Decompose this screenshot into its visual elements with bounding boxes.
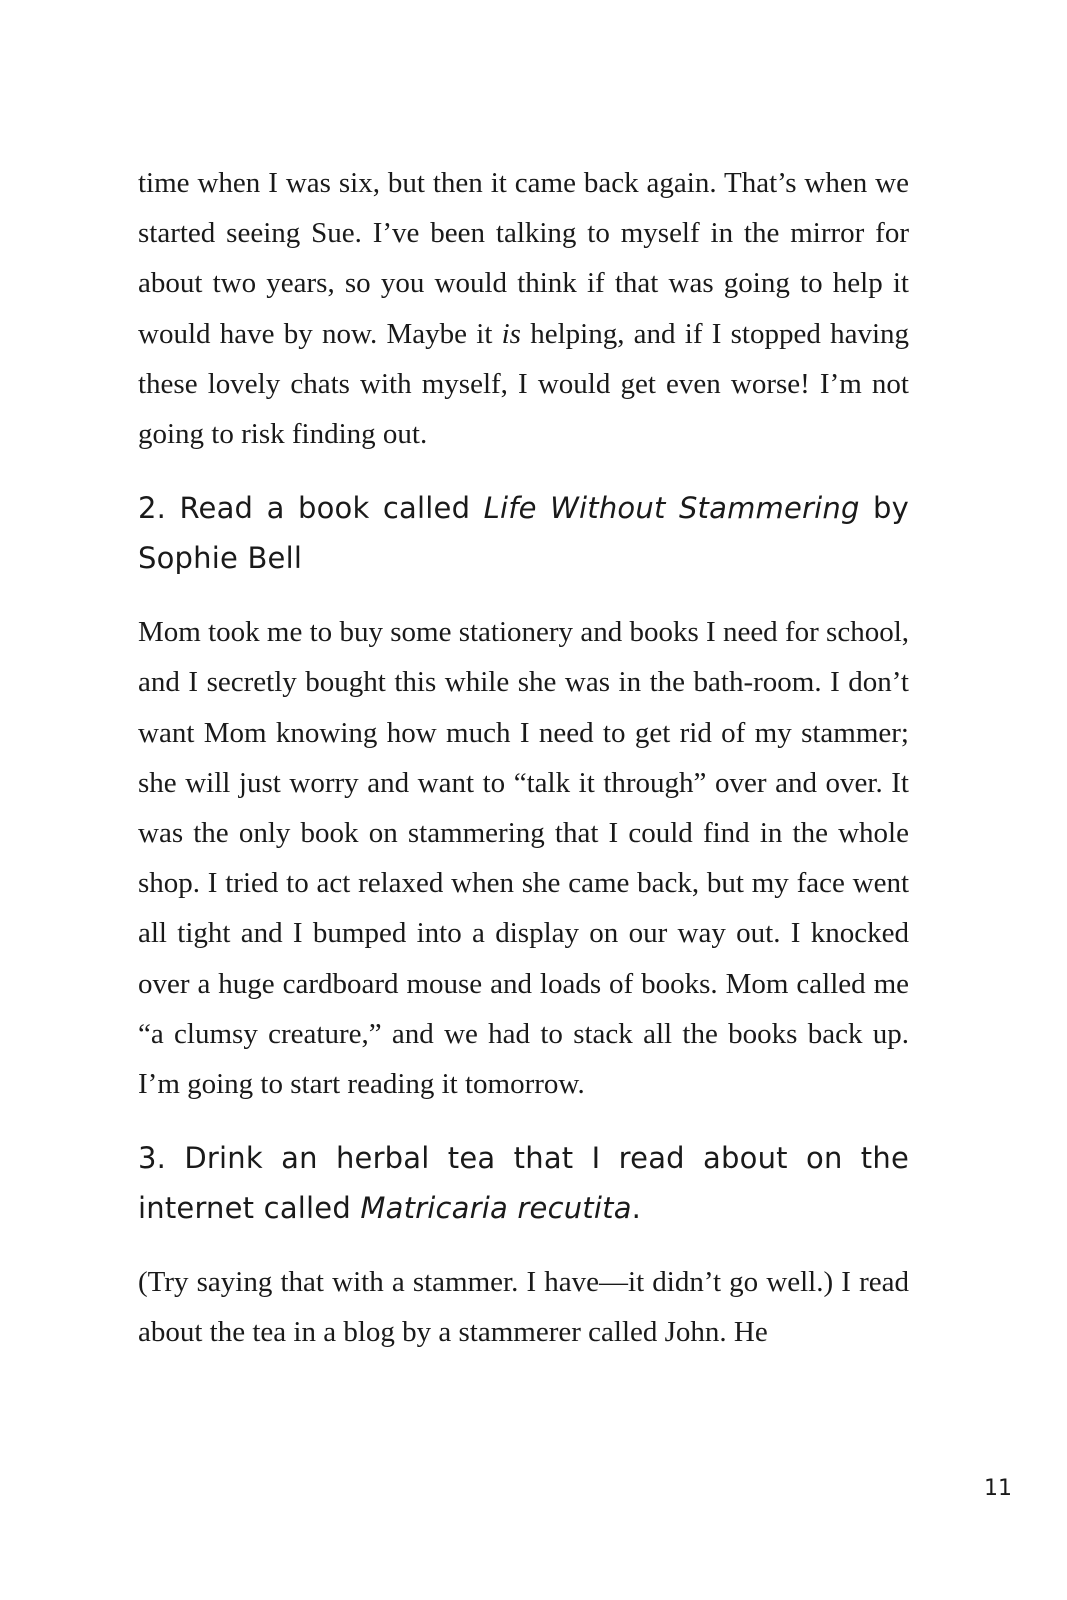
page-number: 11: [984, 1476, 1012, 1501]
heading-text: .: [631, 1191, 642, 1226]
heading-text: 2. Read a book called: [138, 491, 484, 526]
paragraph-text: time when I was six, but then it came back again. That’s when we started seeing Sue. I’ve been talking to myself in the mirror for about two years, so you would think if that was going to help it would have by now. Maybe it: [138, 167, 909, 350]
page-content: [138, 158, 909, 1358]
body-paragraph: [138, 158, 909, 459]
paragraph-text: helping, and if I stopped having these lovely chats with myself, I would get even worse! I’m not going to risk finding out.: [138, 317, 910, 451]
heading-text: by Sophie Bell: [138, 491, 910, 576]
emphasis-text: is: [501, 317, 521, 350]
plant-name: Matricaria recutita: [360, 1191, 632, 1226]
heading-text: 3. Drink an herbal tea that I read about on the internet called: [138, 1141, 909, 1226]
book-title: Life Without Stammering: [483, 491, 860, 526]
body-paragraph: Mom took me to buy some stationery and books I need for school, and I secretly bought this while she was in the bath-room. I don’t want Mom knowing how much I need to get rid of my stammer; she will just worry and want to “talk it through” over and over. It was the only book on stammering that I could find in the whole shop. I tried to act relaxed when she came back, but my face went all tight and I bumped into a display on our way out. I knocked over a huge cardboard mouse and loads of books. Mom called me “a clumsy creature,” and we had to stack all the books back up. I’m going to start reading it tomorrow.: [138, 616, 909, 1101]
body-paragraph: (Try saying that with a stammer. I have—it didn’t go well.) I read about the tea in a blog by a stammerer called John. He: [138, 1266, 909, 1349]
list-heading-2: [138, 483, 909, 583]
list-heading-3: [138, 1133, 909, 1233]
